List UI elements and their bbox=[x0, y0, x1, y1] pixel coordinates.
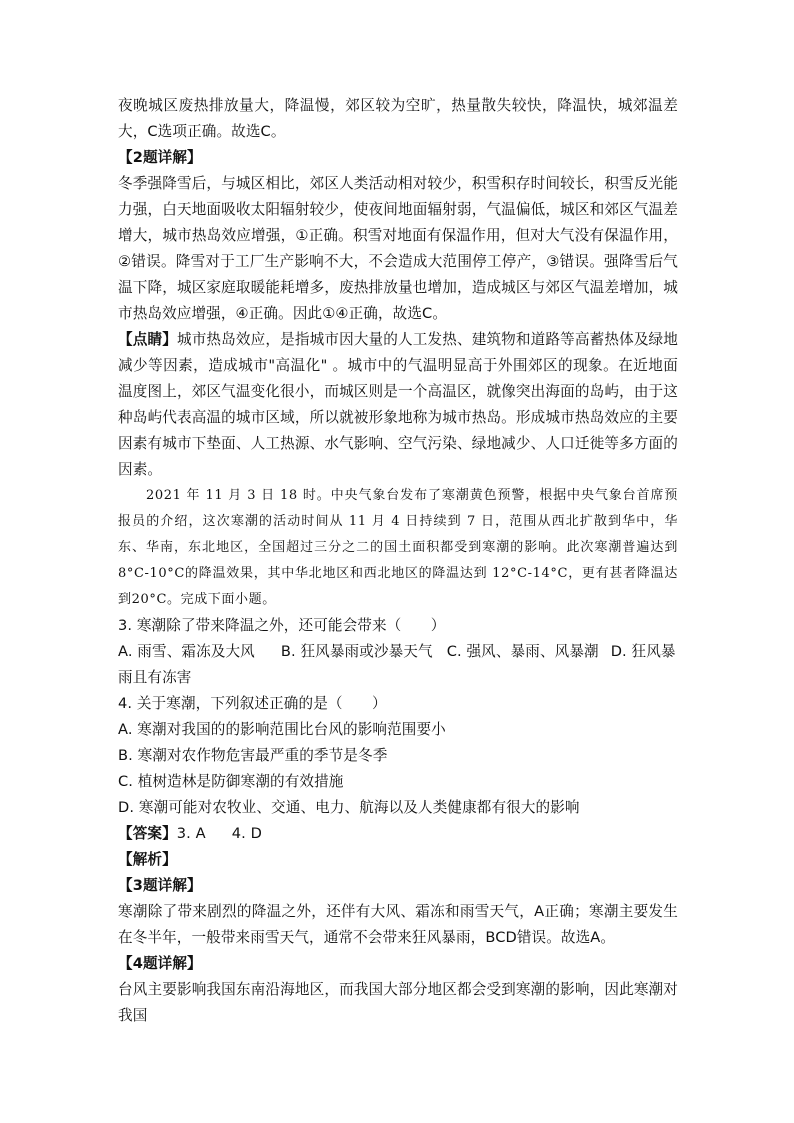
answer-line bbox=[118, 821, 678, 847]
heading-q4-explanation: 【4题详解】 bbox=[118, 955, 202, 972]
tip-text: 城市热岛效应，是指城市因大量的人工发热、建筑物和道路等高蓄热体及绿地减少等因素，造成城市"高温化" 。城市中的气温明显高于外围郊区的现象。在近地面温度图上，郊区气温变化很小，而城区则是一个高温区，就像突出海面的岛屿，由于这种岛屿代表高温的城市区域，所以就被形象地称为城市热岛。形成城市热岛效应的主要因素有城市下垫面、人工热源、水气影响、空气污染、绿地减少、人口迁徙等多方面的因素。 bbox=[118, 331, 678, 478]
question-3: 3. 寒潮除了带来降温之外，还可能会带来（ ） bbox=[118, 617, 446, 634]
q3-option-a: A. 雨雪、霜冻及大风 bbox=[118, 643, 255, 660]
q4-option-a: A. 寒潮对我国的的影响范围比台风的影响范围要小 bbox=[118, 721, 446, 738]
reading-passage: 2021 年 11 月 3 日 18 时。中央气象台发布了寒潮黄色预警，根据中央气象台首席预报员的介绍，这次寒潮的活动时间从 11 月 4 日持续到 7 日，范围从西北扩散到华中，华东、华南，东北地区，全国超过三分之二的国土面积都受到寒潮的影响。此次寒潮普遍达到 8°C-10°C的降温效果，其中华北地区和西北地区的降温达到 12°C-14°C，更有甚者降温达到20°C。完成下面小题。 bbox=[118, 488, 678, 607]
heading-analysis: 【解析】 bbox=[118, 851, 177, 868]
answer-label: 【答案】 bbox=[118, 825, 177, 842]
answer-3: 3. A bbox=[176, 825, 206, 842]
q3-option-d: D. 狂风暴雨且有冻害 bbox=[118, 643, 676, 686]
q3-option-b: B. 狂风暴雨或沙暴天气 bbox=[280, 643, 433, 660]
document-body bbox=[118, 93, 678, 1029]
q4-option-b: B. 寒潮对农作物危害最严重的季节是冬季 bbox=[118, 747, 388, 764]
paragraph-q2-explanation: 冬季强降雪后，与城区相比，郊区人类活动相对较少，积雪积存时间较长，积雪反光能力强，白天地面吸收太阳辐射较少，使夜间地面辐射弱，气温偏低，城区和郊区气温差增大，城市热岛效应增强，①正确。积雪对地面有保温作用，但对大气没有保温作用，②错误。降雪对于工厂生产影响不大，不会造成大范围停工停产，③错误。强降雪后气温下降，城区家庭取暖能耗增多，废热排放量也增加，造成城区与郊区气温差增加，城市热岛效应增强，④正确。因此①④正确，故选C。 bbox=[118, 175, 678, 322]
heading-q3-explanation: 【3题详解】 bbox=[118, 877, 202, 894]
paragraph-tip bbox=[118, 327, 678, 483]
paragraph-q3-explanation: 寒潮除了带来剧烈的降温之外，还伴有大风、霜冻和雨雪天气，A正确；寒潮主要发生在冬半年，一般带来雨雪天气，通常不会带来狂风暴雨，BCD错误。故选A。 bbox=[118, 903, 678, 946]
q4-option-c: C. 植树造林是防御寒潮的有效措施 bbox=[118, 773, 344, 790]
question-3-options bbox=[118, 639, 678, 691]
tip-label: 【点睛】 bbox=[118, 331, 177, 348]
answer-4: 4. D bbox=[231, 825, 262, 842]
q3-option-c: C. 强风、暴雨、风暴潮 bbox=[446, 643, 599, 660]
paragraph-q4-explanation: 台风主要影响我国东南沿海地区，而我国大部分地区都会受到寒潮的影响，因此寒潮对我国 bbox=[118, 981, 678, 1024]
q4-option-d: D. 寒潮可能对农牧业、交通、电力、航海以及人类健康都有很大的影响 bbox=[118, 799, 580, 816]
heading-q2-explanation: 【2题详解】 bbox=[118, 149, 202, 166]
paragraph-explanation-1-end: 夜晚城区废热排放量大，降温慢，郊区较为空旷，热量散失较快，降温快，城郊温差大，C选项正确。故选C。 bbox=[118, 97, 678, 140]
question-4: 4. 关于寒潮，下列叙述正确的是（ ） bbox=[118, 695, 387, 712]
